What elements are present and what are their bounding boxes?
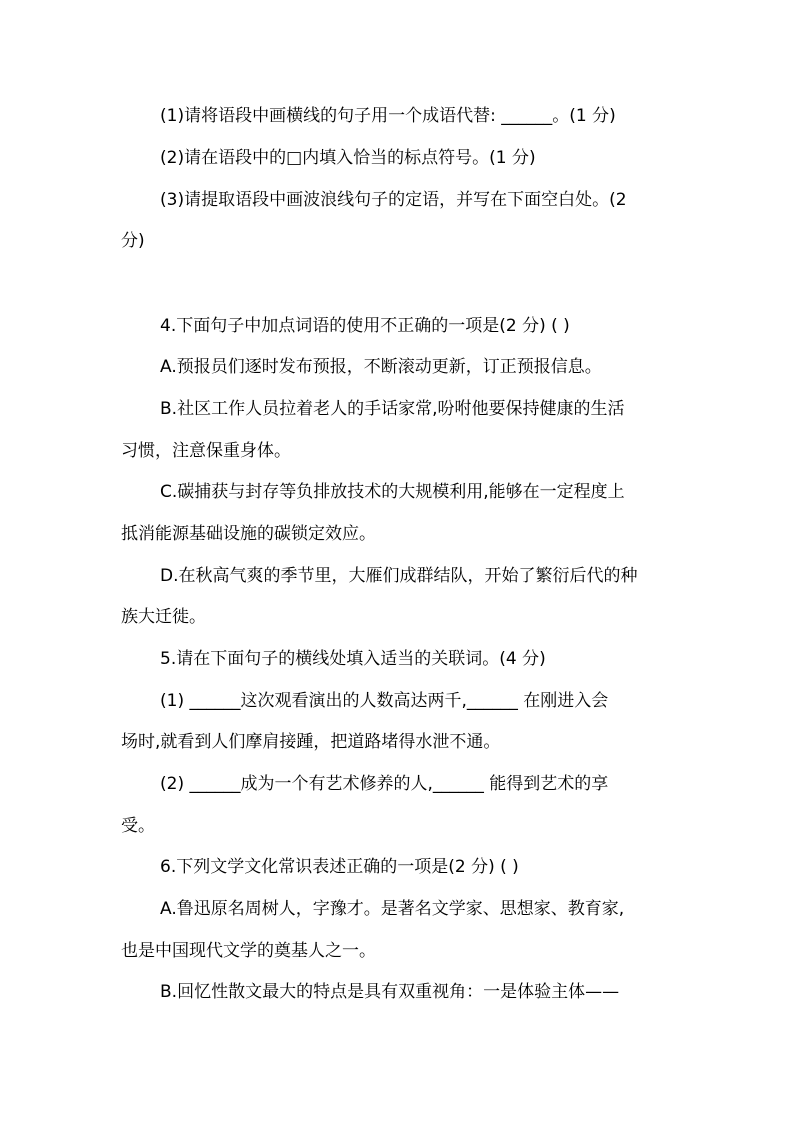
q4-option-d-line1: D.在秋高气爽的季节里，大雁们成群结队，开始了繁衍后代的种 <box>160 566 638 586</box>
q5-item1-line2: 场时,就看到人们摩肩接踵，把道路堵得水泄不通。 <box>121 732 501 752</box>
q6-option-a-line1: A.鲁迅原名周树人，字豫才。是著名文学家、思想家、教育家, <box>160 899 625 919</box>
q3-sub1: (1)请将语段中画横线的句子用一个成语代替: ______。(1 分) <box>160 106 616 126</box>
q5-item2-line1: (2) ______成为一个有艺术修养的人,______ 能得到艺术的享 <box>160 774 609 794</box>
q6-option-a-line2: 也是中国现代文学的奠基人之一。 <box>121 941 376 961</box>
q5-item2-line2: 受。 <box>121 816 155 836</box>
q4-option-b-line2: 习惯，注意保重身体。 <box>121 441 291 461</box>
q4-stem: 4.下面句子中加点词语的使用不正确的一项是(2 分) ( ) <box>160 316 570 336</box>
q3-sub3-line1: (3)请提取语段中画波浪线句子的定语，并写在下面空白处。(2 <box>160 190 627 210</box>
q4-option-c-line2: 抵消能源基础设施的碳锁定效应。 <box>121 524 376 544</box>
q3-sub2: (2)请在语段中的□内填入恰当的标点符号。(1 分) <box>160 148 536 168</box>
q3-sub3-line2: 分) <box>121 231 145 251</box>
q6-stem: 6.下列文学文化常识表述正确的一项是(2 分) ( ) <box>160 857 519 877</box>
q4-option-a: A.预报员们逐时发布预报，不断滚动更新，订正预报信息。 <box>160 357 602 377</box>
q5-stem: 5.请在下面句子的横线处填入适当的关联词。(4 分) <box>160 649 546 669</box>
q5-item1-line1: (1) ______这次观看演出的人数高达两千,______ 在刚进入会 <box>160 691 609 711</box>
q4-option-b-line1: B.社区工作人员拉着老人的手话家常,吩咐他要保持健康的生活 <box>160 399 625 419</box>
q4-option-c-line1: C.碳捕获与封存等负排放技术的大规模利用,能够在一定程度上 <box>160 482 625 502</box>
q6-option-b-line1: B.回忆性散文最大的特点是具有双重视角：一是体验主体—— <box>160 982 620 1002</box>
q4-option-d-line2: 族大迁徙。 <box>121 607 206 627</box>
